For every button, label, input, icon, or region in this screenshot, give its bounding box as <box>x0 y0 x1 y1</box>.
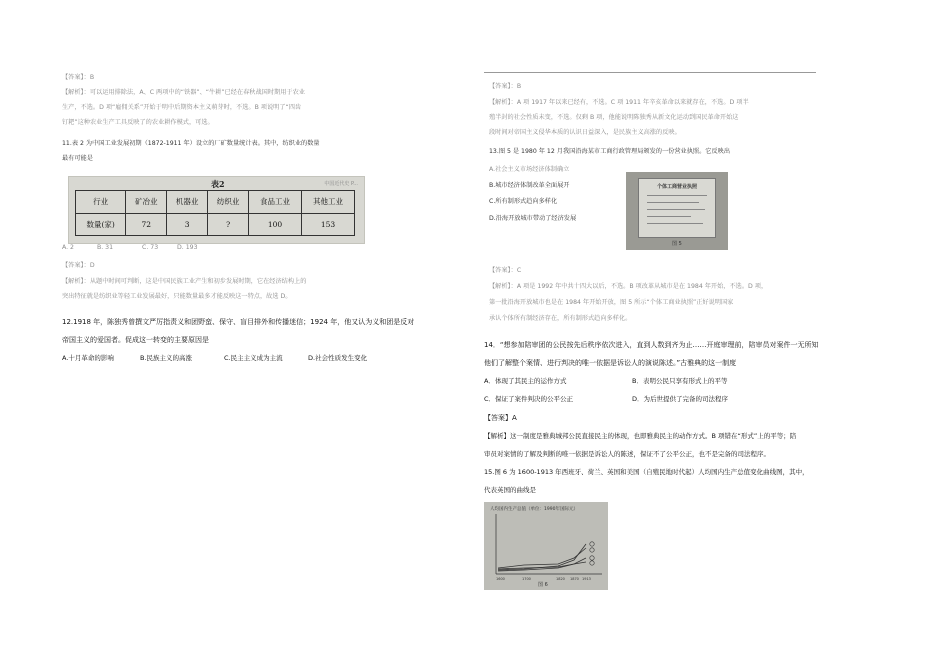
curve-marker-1 <box>590 542 594 546</box>
question-15: 15.图 6 为 1600-1913 年西班牙、荷兰、英国和美国（自殖民地时代起）人均国内生产总值变化曲线图，其中， <box>484 468 809 476</box>
option-c: C. 73 <box>142 244 159 251</box>
option-d: D.沿海开放城市带动了经济发展 <box>489 215 577 222</box>
table-cell: 153 <box>301 213 354 236</box>
header-rule <box>484 72 816 73</box>
license-caption: 图 5 <box>672 241 682 247</box>
table-header-cell: 机器业 <box>167 191 208 214</box>
analysis-text: 【解析】：A 项 1917 年以来已经有，不选。C 项 1911 年辛亥革命以来就存在，不选。D 项半 <box>489 99 749 106</box>
option-d: D. 193 <box>177 244 198 251</box>
option-d: D．为后世提供了完备的司法程序 <box>632 395 729 403</box>
option-a: A．体现了其民主的运作方式 <box>484 377 567 385</box>
question-15: 代表英国的曲线是 <box>484 486 536 494</box>
table-header-cell: 食品工业 <box>249 191 302 214</box>
question-12: 帝国主义的爱国者。促成这一转变的主要原因是 <box>62 336 209 344</box>
analysis-text: 殖半封的社会性质未变，不选。仅剩 B 项，他能说明陈独秀从新文化运动到国民革命开始这 <box>489 114 739 121</box>
option-d: D.社会性质发生变化 <box>308 354 368 362</box>
option-b: B.城市经济体制改革全面展开 <box>489 182 570 189</box>
question-14: 14．“想参加陪审团的公民按先后秩序依次进入，直到人数到齐为止……开庭审理前，陪审员对案件一无所知 <box>484 341 819 349</box>
analysis-text: 段时间对帝国主义侵华本质的认识日益深入，是民族主义高涨的反映。 <box>489 129 681 136</box>
x-tick: 1600 <box>496 577 505 581</box>
table-cell: 100 <box>249 213 302 236</box>
x-tick: 1913 <box>582 577 591 581</box>
question-12: 12.1918 年，陈独秀曾撰文严厉指责义和团野蛮、保守、盲目排外和传播迷信；1924 年，他又认为义和团是反对 <box>62 318 415 326</box>
chart-curve-4 <box>498 562 586 569</box>
license-card <box>638 178 716 238</box>
x-tick: 1870 <box>570 577 579 581</box>
analysis-text: 【解析】这一制度是雅典城邦公民直接民主的体现，也即雅典民主的动作方式。B 项错在“形式”上的平等；陪 <box>484 432 797 440</box>
table-header-cell: 纺织业 <box>208 191 249 214</box>
question-11: 最有可能是 <box>62 155 93 162</box>
answer-label: 【答案】：C <box>489 267 522 274</box>
chart-title: 人均国内生产总值（单位：1990年国际元） <box>490 507 578 512</box>
answer-label: 【答案】A <box>484 414 517 422</box>
table-2-image <box>68 176 365 244</box>
table-header-cell: 其他工业 <box>301 191 354 214</box>
license-title: 个体工商营业执照 <box>656 184 697 190</box>
gdp-chart-svg <box>484 502 608 590</box>
license-line <box>647 223 703 224</box>
table-note: 中国近代史 P... <box>324 181 358 187</box>
table-cell: ? <box>208 213 249 236</box>
analysis-text: 【解析】：从题中时间可判断，这是中国民族工业产生和初步发展时期，它在经济结构上的 <box>62 278 307 285</box>
x-tick: 1820 <box>556 577 565 581</box>
option-b: B．表明公民只享有形式上的平等 <box>632 377 728 385</box>
option-c: C.民主主义成为主流 <box>224 354 283 362</box>
analysis-text: 生产，不选。D 项“雇佣关系”开始于明中后期资本主义萌芽时，不选。B 项说明了“四齿 <box>62 104 302 111</box>
question-14: 他们了解整个案情、进行判决的唯一依据是诉讼人的演说陈述。”古雅典的这一制度 <box>484 359 737 367</box>
analysis-text: 第一批沿海开放城市也是在 1984 年开始开放，图 5 所示“个体工商业执照”正好说明国家 <box>489 299 734 306</box>
analysis-text: 突出特征就是纺织业等轻工业发展最好，只能数量最多才能反映这一特点，故选 D。 <box>62 293 292 300</box>
license-line <box>647 209 705 210</box>
analysis-text: 【解析】：可以运用排除法，A、C 两项中的“铁器”、“牛耕”已经在春秋战国时期用于农业 <box>62 89 305 96</box>
curve-marker-3 <box>590 556 594 560</box>
table-header-cell: 行业 <box>76 191 126 214</box>
chart-curve-2 <box>498 548 586 568</box>
license-line <box>647 195 707 196</box>
analysis-text: 【解析】：A 项是 1992 年中共十四大以后，不选。B 项改革从城市是在 1984 年开始，不选。D 项， <box>489 283 768 290</box>
curve-marker-4 <box>590 561 594 565</box>
answer-label: 【答案】：B <box>489 83 522 90</box>
option-c: C.所有制形式趋向多样化 <box>489 198 558 205</box>
option-b: B.民族主义的高涨 <box>140 354 193 362</box>
table-cell: 3 <box>167 213 208 236</box>
question-13: 13.图 5 是 1980 年 12 月我国沿海某市工商行政管理局颁发的一份营业执照。它反映出 <box>489 148 731 155</box>
table-cell: 数量(家) <box>76 213 126 236</box>
question-11: 11.表 2 为中国工业发展初期（1872-1911 年）设立的厂矿数量统计表。其中，纺织业的数量 <box>62 140 320 147</box>
license-line <box>647 202 699 203</box>
analysis-text: 审员对案情的了解及判断的唯一依据是诉讼人的陈述，保证不了公平公正，也不是完备的司法程序。 <box>484 450 770 458</box>
answer-label: 【答案】：B <box>62 74 95 81</box>
table-title: 表2 <box>211 179 225 189</box>
option-a: A.社会主义市场经济体制确立 <box>489 166 570 173</box>
chart-caption: 图 6 <box>538 582 548 588</box>
answer-label: 【答案】：D <box>62 262 95 269</box>
option-b: B. 31 <box>97 244 114 251</box>
table-cell: 72 <box>126 213 167 236</box>
gdp-chart-image <box>484 502 608 590</box>
analysis-text: 承认个体所有制经济存在，所有制形式趋向多样化。 <box>489 315 632 322</box>
license-line <box>647 216 691 217</box>
option-c: C．保证了案件判决的公平公正 <box>484 395 574 403</box>
analysis-text: 钉耙”这种农业生产工具反映了的农业耕作模式，可选。 <box>62 119 214 126</box>
table-header-cell: 矿冶业 <box>126 191 167 214</box>
option-a: A.十月革命的影响 <box>62 354 114 362</box>
business-license-image <box>626 172 728 250</box>
option-a: A. 2 <box>62 244 74 251</box>
curve-marker-2 <box>590 548 594 552</box>
x-tick: 1700 <box>522 577 531 581</box>
industry-table <box>75 190 355 236</box>
